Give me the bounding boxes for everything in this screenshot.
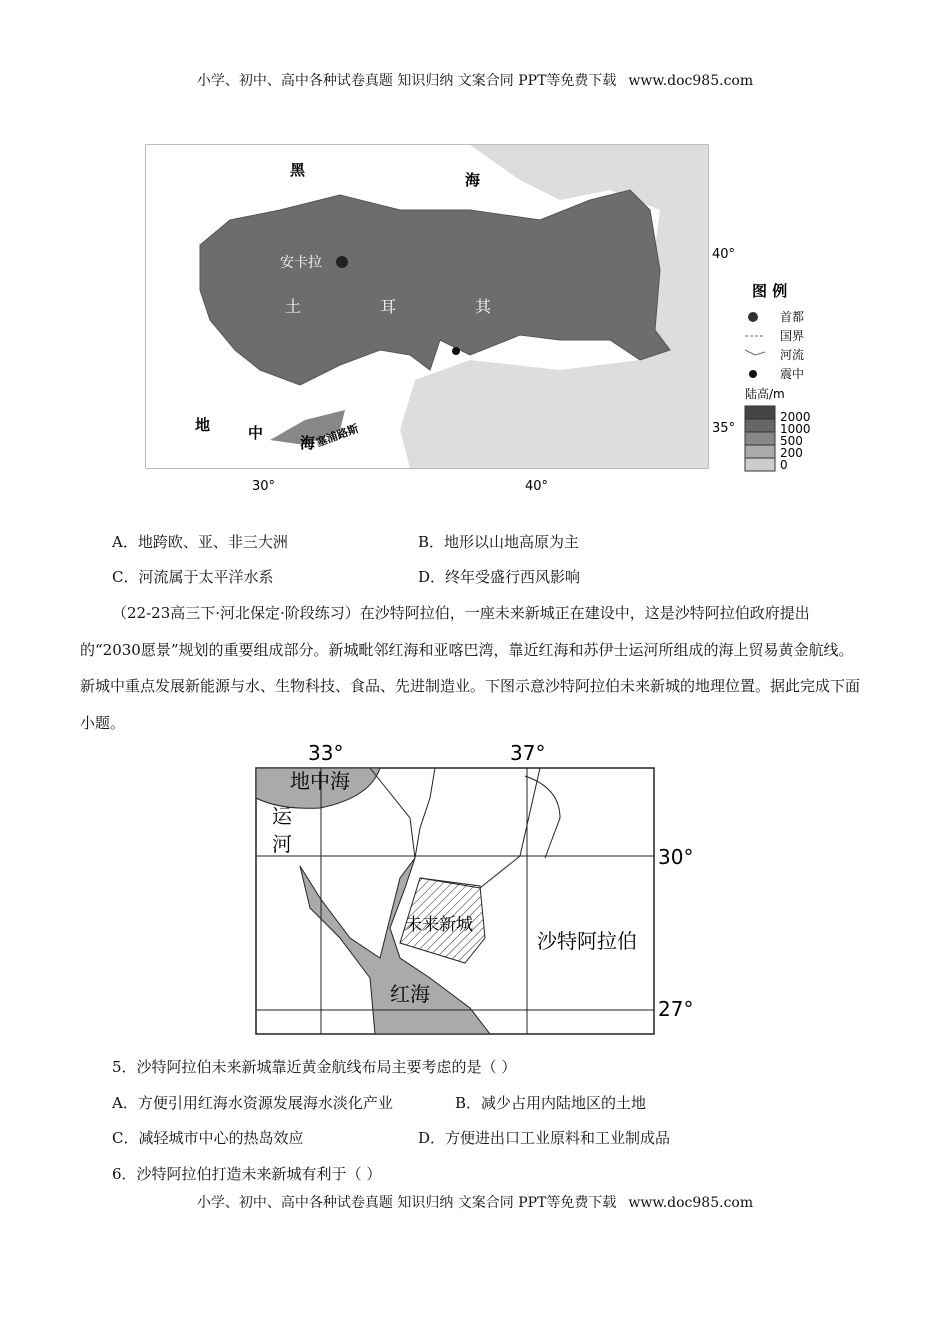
footer-site[interactable]: www.doc985.com [628,1195,754,1211]
option-d[interactable]: D．方便进出口工业原料和工业制成品 [418,1129,671,1147]
lat-tick: 35° [712,421,736,436]
map-label: 未来新城 [405,915,473,935]
option-b[interactable]: B．减少占用内陆地区的土地 [455,1094,647,1112]
map-label: 黑 [290,161,306,179]
option-d[interactable]: D．终年受盛行西风影响 [418,568,581,586]
map-label: 地 [195,416,211,434]
lat-tick: 30° [658,845,694,869]
future-city-map [240,738,700,1040]
lon-tick: 37° [510,741,546,765]
lon-tick: 30° [252,479,276,494]
legend-title: 图 例 [752,282,788,300]
map-label: 海 [465,171,481,189]
page-header [0,70,950,90]
option-a[interactable]: A．地跨欧、亚、非三大洲 [112,533,288,551]
option-a[interactable]: A．方便引用红海水资源发展海水淡化产业 [112,1094,393,1112]
passage: （22-23高三下·河北保定·阶段练习）在沙特阿拉伯，一座未来新城正在建设中，这是沙特阿拉伯政府提出的“2030愿景”规划的重要组成部分。新城毗邻红海和亚喀巴湾，靠近红海和苏伊士运河所组成的海上贸易黄金航线。新城中重点发展新能源与水、生物科技、食品、先进制造业。下图示意沙特阿拉伯未来新城的地理位置。据此完成下面小题。 [80,604,861,732]
map-label: 耳 [380,297,397,316]
legend-item: 震中 [780,367,805,381]
lon-tick: 33° [308,741,344,765]
lon-tick: 40° [525,479,549,494]
map-label: 海 [300,434,316,452]
map-label: 地中海 [290,769,350,793]
map-label: 沙特阿拉伯 [537,929,637,953]
option-b[interactable]: B．地形以山地高原为主 [418,533,580,551]
turkey-map [140,140,830,500]
question-6: 6．沙特阿拉伯打造未来新城有利于（ ） [112,1165,382,1183]
header-site[interactable]: www.doc985.com [628,73,754,89]
footer-text: 小学、初中、高中各种试卷真题 知识归纳 文案合同 PPT等免费下载 [196,1195,617,1211]
legend-item: 河流 [780,348,805,362]
option-c[interactable]: C．河流属于太平洋水系 [112,568,274,586]
map-label: 其 [475,297,492,316]
map-label: 塞浦路斯 [314,422,361,450]
elev-value: 500 [780,434,803,448]
legend-item: 首都 [780,310,805,324]
page-footer [0,1192,950,1212]
header-text: 小学、初中、高中各种试卷真题 知识归纳 文案合同 PPT等免费下载 [196,73,617,89]
elev-value: 1000 [780,422,811,436]
question-5: 5．沙特阿拉伯未来新城靠近黄金航线布局主要考虑的是（ ） [112,1058,517,1076]
option-c[interactable]: C．减轻城市中心的热岛效应 [112,1129,304,1147]
map-label: 安卡拉 [280,255,322,271]
legend-item: 国界 [780,329,805,343]
map-label: 河 [272,832,292,856]
elev-value: 200 [780,446,803,460]
map-label: 运 [272,804,292,828]
capital-star-icon [336,256,348,268]
lat-tick: 27° [658,997,694,1021]
elev-value: 2000 [780,410,811,424]
elev-value: 0 [780,458,788,472]
legend-elev-title: 陆高/m [745,387,785,401]
map-label: 红海 [390,982,430,1006]
legend [745,282,811,472]
map-label: 土 [285,297,302,316]
lat-tick: 40° [712,247,736,262]
map-label: 中 [248,424,264,442]
epicenter-icon [452,347,460,355]
